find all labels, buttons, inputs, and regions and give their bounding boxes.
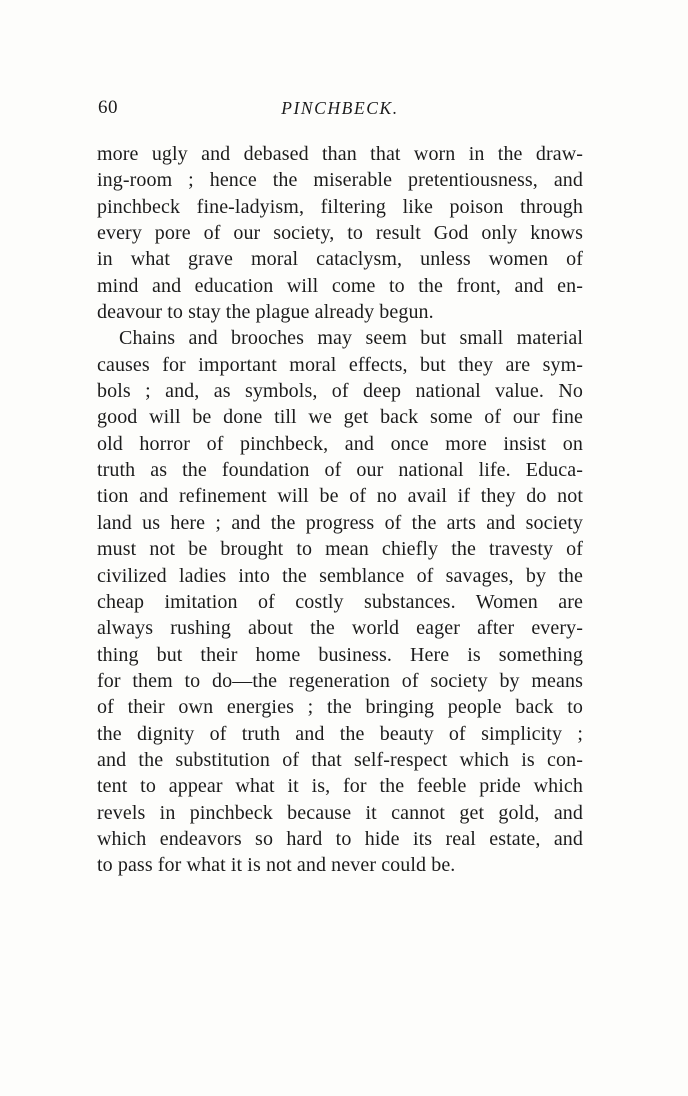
text-line: in what grave moral cataclysm, unless women of	[97, 248, 583, 271]
text-line: civilized ladies into the semblance of savages, by the	[97, 564, 583, 587]
text-line: ing-room ; hence the miserable pretentiousness, and	[97, 169, 583, 192]
running-head-title: PINCHBECK.	[281, 98, 399, 118]
text-line: deavour to stay the plague already begun.	[97, 301, 434, 324]
text-line: mind and education will come to the front, and en-	[97, 274, 583, 297]
text-line: cheap imitation of costly substances. Women are	[97, 590, 583, 613]
text-line: thing but their home business. Here is something	[97, 643, 583, 666]
text-line: tion and refinement will be of no avail if they do not	[97, 485, 583, 508]
page-body-text	[97, 141, 583, 879]
text-line: for them to do—the regeneration of society by means	[97, 669, 583, 692]
paragraph-2	[97, 325, 583, 878]
text-line: bols ; and, as symbols, of deep national value. No	[97, 380, 583, 403]
paragraph-1	[97, 141, 583, 325]
text-line: good will be done till we get back some of our fine	[97, 406, 583, 429]
text-line: revels in pinchbeck because it cannot get gold, and	[97, 801, 583, 824]
text-line: and the substitution of that self-respect which is con-	[97, 748, 583, 771]
text-line: old horror of pinchbeck, and once more insist on	[97, 432, 583, 455]
text-line: must not be brought to mean chiefly the travesty of	[97, 538, 583, 561]
text-line: more ugly and debased than that worn in the draw-	[97, 143, 583, 165]
text-line: always rushing about the world eager after every-	[97, 617, 583, 640]
text-line: pinchbeck fine-ladyism, filtering like poison through	[97, 195, 583, 218]
text-line: of their own energies ; the bringing people back to	[97, 696, 583, 719]
text-line: land us here ; and the progress of the arts and society	[97, 511, 583, 534]
text-line: every pore of our society, to result God only knows	[97, 222, 583, 245]
text-line: Chains and brooches may seem but small material	[119, 327, 583, 350]
page-number: 60	[98, 97, 118, 118]
page-header	[97, 97, 583, 119]
text-line: tent to appear what it is, for the feeble pride which	[97, 775, 583, 798]
text-line: which endeavors so hard to hide its real estate, and	[97, 827, 583, 850]
text-line: to pass for what it is not and never could be.	[97, 854, 456, 877]
text-line: causes for important moral effects, but they are sym-	[97, 353, 583, 376]
text-line: the dignity of truth and the beauty of simplicity ;	[97, 722, 583, 745]
text-line: truth as the foundation of our national life. Educa-	[97, 459, 583, 482]
